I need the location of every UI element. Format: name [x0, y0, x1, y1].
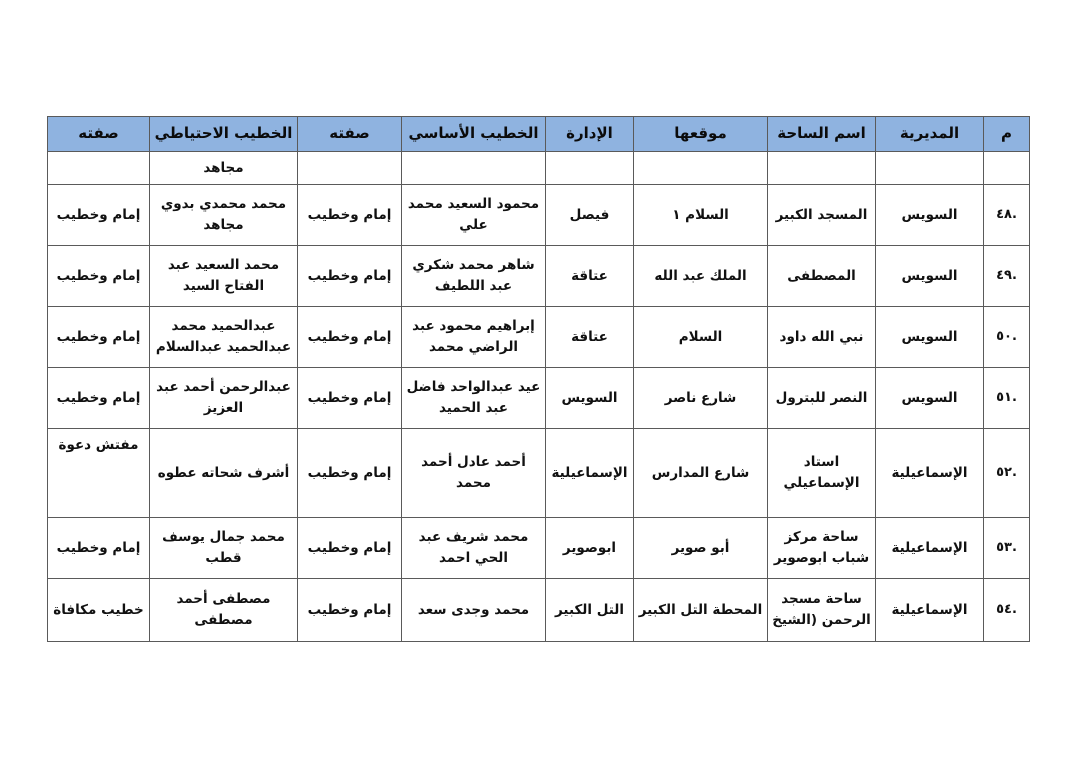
header-backup-role: صفته — [48, 117, 150, 152]
cell-location: شارع ناصر — [634, 368, 768, 429]
cell-directorate: الإسماعيلية — [876, 429, 984, 518]
header-location: موقعها — [634, 117, 768, 152]
table-row — [48, 307, 1030, 368]
cell-num: .٥٢ — [984, 429, 1030, 518]
cell-location: المحطة التل الكبير — [634, 579, 768, 642]
cell-backup-preacher: مصطفى أحمد مصطفى — [150, 579, 298, 642]
cell-admin: ابوصوير — [546, 518, 634, 579]
cell-num: .٥٠ — [984, 307, 1030, 368]
header-row — [48, 117, 1030, 152]
cell-main-role — [298, 152, 402, 185]
continuation-row — [48, 152, 1030, 185]
header-plaza: اسم الساحة — [768, 117, 876, 152]
cell-main-role: إمام وخطيب — [298, 429, 402, 518]
cell-main-role: إمام وخطيب — [298, 579, 402, 642]
cell-location — [634, 152, 768, 185]
cell-num: .٤٨ — [984, 185, 1030, 246]
cell-location: شارع المدارس — [634, 429, 768, 518]
cell-main-preacher: أحمد عادل أحمد محمد — [402, 429, 546, 518]
cell-backup-role — [48, 152, 150, 185]
cell-admin: التل الكبير — [546, 579, 634, 642]
cell-backup-role: إمام وخطيب — [48, 307, 150, 368]
cell-backup-preacher: محمد السعيد عبد الفتاح السيد — [150, 246, 298, 307]
cell-main-role: إمام وخطيب — [298, 185, 402, 246]
cell-admin: السويس — [546, 368, 634, 429]
cell-num: .٤٩ — [984, 246, 1030, 307]
cell-backup-role: إمام وخطيب — [48, 246, 150, 307]
cell-plaza: نبي الله داود — [768, 307, 876, 368]
cell-plaza: النصر للبترول — [768, 368, 876, 429]
cell-location: السلام — [634, 307, 768, 368]
header-num: م — [984, 117, 1030, 152]
cell-directorate: السويس — [876, 246, 984, 307]
header-backup-preacher: الخطيب الاحتياطي — [150, 117, 298, 152]
cell-backup-preacher: أشرف شحاته عطوه — [150, 429, 298, 518]
cell-directorate: السويس — [876, 368, 984, 429]
cell-main-preacher — [402, 152, 546, 185]
cell-directorate — [876, 152, 984, 185]
cell-num: .٥٣ — [984, 518, 1030, 579]
header-admin: الإدارة — [546, 117, 634, 152]
cell-backup-role: إمام وخطيب — [48, 368, 150, 429]
cell-admin: عتاقة — [546, 246, 634, 307]
table-row — [48, 185, 1030, 246]
cell-backup-role: مفتش دعوة — [48, 429, 150, 518]
table-row — [48, 246, 1030, 307]
header-directorate: المديرية — [876, 117, 984, 152]
cell-main-preacher: شاهر محمد شكري عبد اللطيف — [402, 246, 546, 307]
cell-backup-preacher: محمد جمال يوسف قطب — [150, 518, 298, 579]
cell-main-role: إمام وخطيب — [298, 307, 402, 368]
cell-location: السلام ١ — [634, 185, 768, 246]
cell-main-preacher: محمود السعيد محمد علي — [402, 185, 546, 246]
table-row — [48, 429, 1030, 518]
cell-admin: فيصل — [546, 185, 634, 246]
table-row — [48, 579, 1030, 642]
cell-backup-role: إمام وخطيب — [48, 518, 150, 579]
cell-main-preacher: محمد شريف عبد الحي احمد — [402, 518, 546, 579]
cell-admin: الإسماعيلية — [546, 429, 634, 518]
cell-plaza: ساحة مركز شباب ابوصوير — [768, 518, 876, 579]
cell-backup-preacher: محمد محمدي بدوي مجاهد — [150, 185, 298, 246]
cell-main-preacher: إبراهيم محمود عبد الراضي محمد — [402, 307, 546, 368]
cell-plaza: المسجد الكبير — [768, 185, 876, 246]
cell-num: .٥٤ — [984, 579, 1030, 642]
cell-admin — [546, 152, 634, 185]
cell-backup-preacher: عبدالحميد محمد عبدالحميد عبدالسلام — [150, 307, 298, 368]
cell-backup-role: خطيب مكافاة — [48, 579, 150, 642]
cell-main-preacher: عيد عبدالواحد فاضل عبد الحميد — [402, 368, 546, 429]
table-row — [48, 368, 1030, 429]
header-main-preacher: الخطيب الأساسي — [402, 117, 546, 152]
cell-main-role: إمام وخطيب — [298, 368, 402, 429]
cell-backup-preacher: مجاهد — [150, 152, 298, 185]
header-main-role: صفته — [298, 117, 402, 152]
cell-location: الملك عبد الله — [634, 246, 768, 307]
cell-admin: عتاقة — [546, 307, 634, 368]
cell-plaza — [768, 152, 876, 185]
cell-directorate: السويس — [876, 307, 984, 368]
cell-num: .٥١ — [984, 368, 1030, 429]
cell-plaza: ساحة مسجد الرحمن (الشيخ — [768, 579, 876, 642]
cell-main-role: إمام وخطيب — [298, 518, 402, 579]
cell-main-preacher: محمد وجدى سعد — [402, 579, 546, 642]
cell-num — [984, 152, 1030, 185]
cell-backup-role: إمام وخطيب — [48, 185, 150, 246]
cell-directorate: السويس — [876, 185, 984, 246]
cell-plaza: استاد الإسماعيلي — [768, 429, 876, 518]
cell-directorate: الإسماعيلية — [876, 579, 984, 642]
table-row — [48, 518, 1030, 579]
preachers-table — [47, 116, 1030, 642]
cell-plaza: المصطفى — [768, 246, 876, 307]
cell-backup-preacher: عبدالرحمن أحمد عبد العزيز — [150, 368, 298, 429]
cell-main-role: إمام وخطيب — [298, 246, 402, 307]
cell-directorate: الإسماعيلية — [876, 518, 984, 579]
cell-location: أبو صوير — [634, 518, 768, 579]
